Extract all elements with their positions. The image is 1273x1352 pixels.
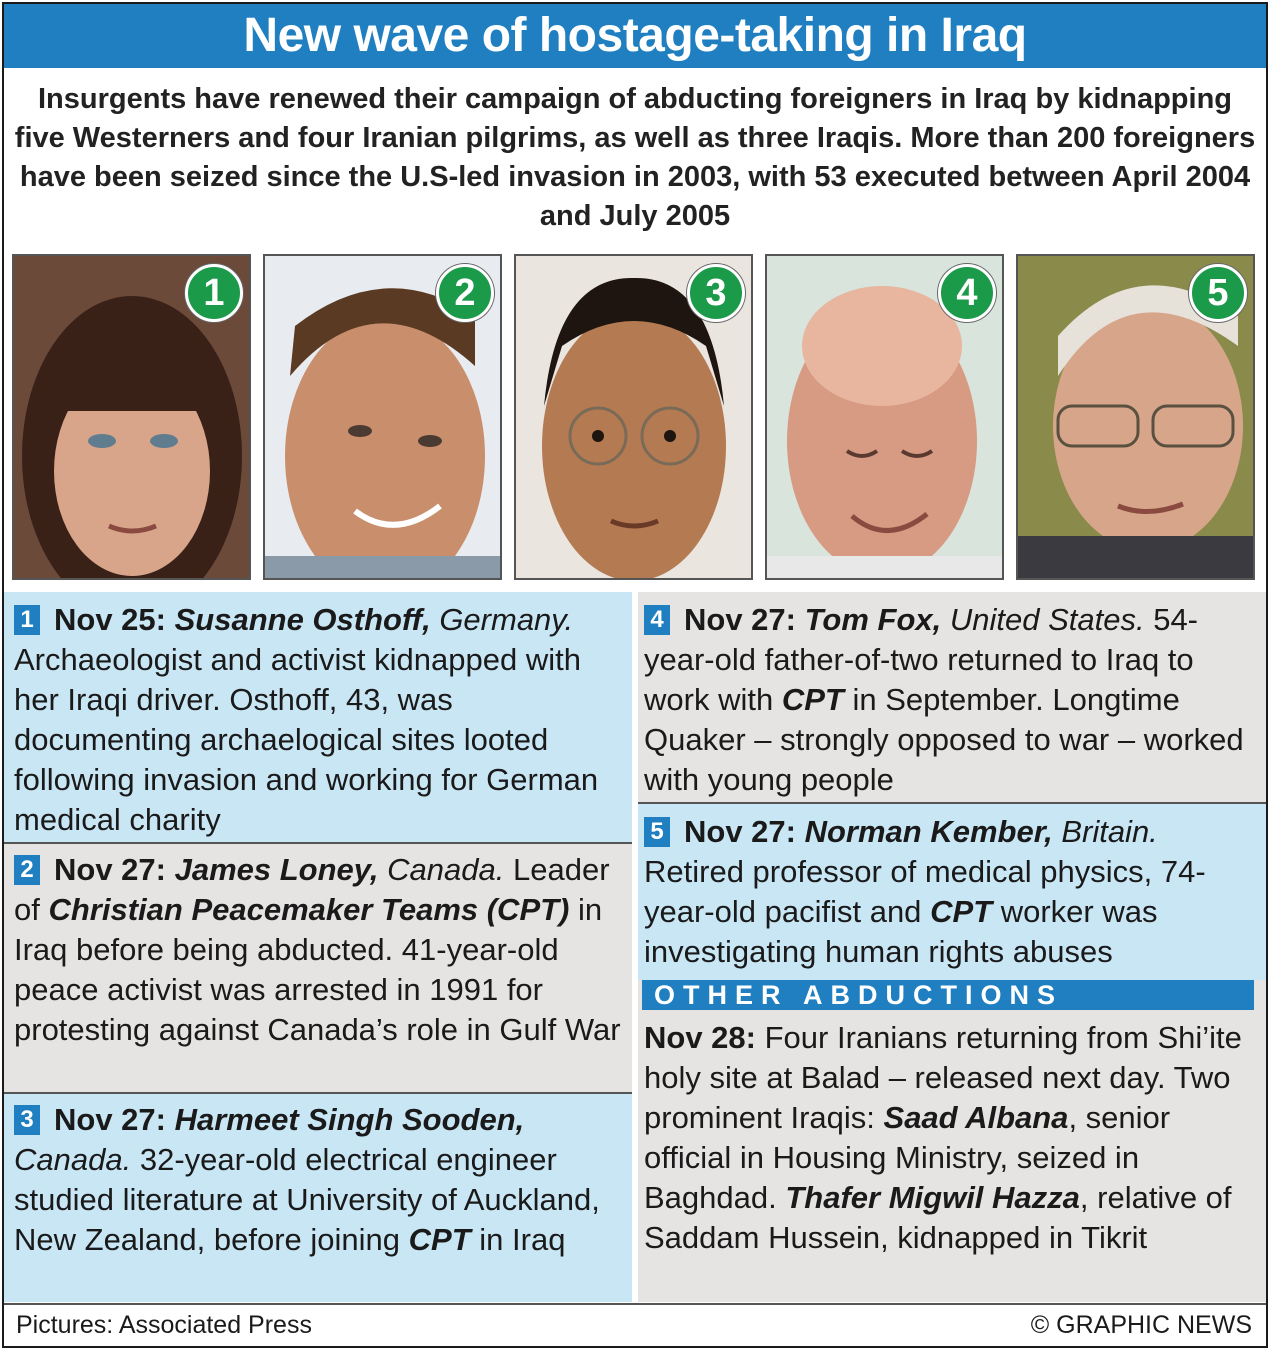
organization-name: CPT: [781, 682, 844, 717]
hostage-panel-2: [4, 844, 632, 1092]
hostage-panel-5: [638, 804, 1266, 980]
hostage-description: Leader of: [14, 852, 610, 927]
other-date: Nov 28:: [644, 1020, 756, 1055]
other-abductions-header: OTHER ABDUCTIONS: [642, 980, 1254, 1010]
photo-4: [765, 254, 1004, 580]
page-title: New wave of hostage-taking in Iraq: [4, 4, 1266, 68]
organization-name: Christian Peacemaker Teams (CPT): [48, 892, 570, 927]
hostage-name: Tom Fox,: [804, 602, 942, 637]
organization-name: CPT: [930, 894, 993, 929]
other-description: , senior official in Housing Ministry, seized in Baghdad.: [644, 1100, 1171, 1215]
abductee-name: Thafer Migwil Hazza: [785, 1180, 1080, 1215]
hostage-description: in September. Longtime Quaker – strongly opposed to war – worked with young people: [644, 682, 1244, 797]
photo-1: [12, 254, 251, 580]
abductee-name: Saad Albana: [883, 1100, 1069, 1135]
footer-divider: [4, 1303, 1266, 1305]
hostage-country: Canada.: [14, 1142, 132, 1177]
other-abductions-text: [638, 1018, 1260, 1302]
hostage-name: Norman Kember,: [804, 814, 1053, 849]
photo-badge: 1: [185, 264, 243, 322]
organization-name: CPT: [408, 1222, 471, 1257]
hostage-description: 32-year-old electrical engineer studied literature at University of Auckland, New Zealand, before joining: [14, 1142, 600, 1257]
photo-badge: 2: [436, 264, 494, 322]
hostage-country: United States.: [949, 602, 1145, 637]
photo-badge: 3: [687, 264, 745, 322]
other-description: , relative of Saddam Hussein, kidnapped in Tikrit: [644, 1180, 1232, 1255]
hostage-number: 3: [14, 1105, 40, 1135]
other-description: Four Iranians returning from Shi’ite holy site at Balad – released next day. Two prominent Iraqis:: [644, 1020, 1242, 1135]
photo-3: [514, 254, 753, 580]
photo-strip: [4, 250, 1266, 586]
photo-5: [1016, 254, 1255, 580]
hostage-number: 4: [644, 605, 670, 635]
hostage-number: 1: [14, 605, 40, 635]
hostage-number: 5: [644, 817, 670, 847]
hostage-name: Harmeet Singh Sooden,: [174, 1102, 525, 1137]
hostage-name: Susanne Osthoff,: [174, 602, 431, 637]
photo-credit: Pictures: Associated Press: [16, 1311, 312, 1339]
hostage-name: James Loney,: [174, 852, 379, 887]
hostage-country: Britain.: [1061, 814, 1158, 849]
hostage-description: 54-year-old father-of-two returned to Iraq to work with: [644, 602, 1199, 717]
hostage-panel-3: [4, 1094, 632, 1302]
photo-badge: 5: [1189, 264, 1247, 322]
hostage-date: Nov 27:: [54, 1102, 166, 1137]
hostage-country: Canada.: [387, 852, 505, 887]
hostage-description: worker was investigating human rights abuses: [644, 894, 1158, 969]
intro-text: Insurgents have renewed their campaign of abducting foreigners in Iraq by kidnapping five Westerners and four Iranian pilgrims, as well as three Iraqis. More than 200 foreigners have been seized since the U.S-led invasion in 2003, with 53 executed between April 2004 and July 2005: [14, 83, 1256, 232]
hostage-description: Retired professor of medical physics, 74-year-old pacifist and: [644, 854, 1206, 929]
hostage-date: Nov 27:: [684, 602, 796, 637]
photo-2: [263, 254, 502, 580]
hostage-panel-1: [4, 592, 632, 842]
hostage-panel-4: [638, 592, 1266, 802]
hostage-number: 2: [14, 855, 40, 885]
hostage-date: Nov 25:: [54, 602, 166, 637]
hostage-description: in Iraq before being abducted. 41-year-old peace activist was arrested in 1991 for protesting against Canada’s role in Gulf War: [14, 892, 621, 1047]
photo-badge: 4: [938, 264, 996, 322]
hostage-description: Archaeologist and activist kidnapped with her Iraqi driver. Osthoff, 43, was documenting archaelogical sites looted following invasion and working for German medical charity: [14, 642, 599, 837]
hostage-date: Nov 27:: [54, 852, 166, 887]
graphic-frame: [2, 2, 1268, 1348]
hostage-description: in Iraq: [479, 1222, 566, 1257]
hostage-country: Germany.: [439, 602, 574, 637]
copyright-notice: © GRAPHIC NEWS: [1030, 1311, 1252, 1339]
hostage-date: Nov 27:: [684, 814, 796, 849]
